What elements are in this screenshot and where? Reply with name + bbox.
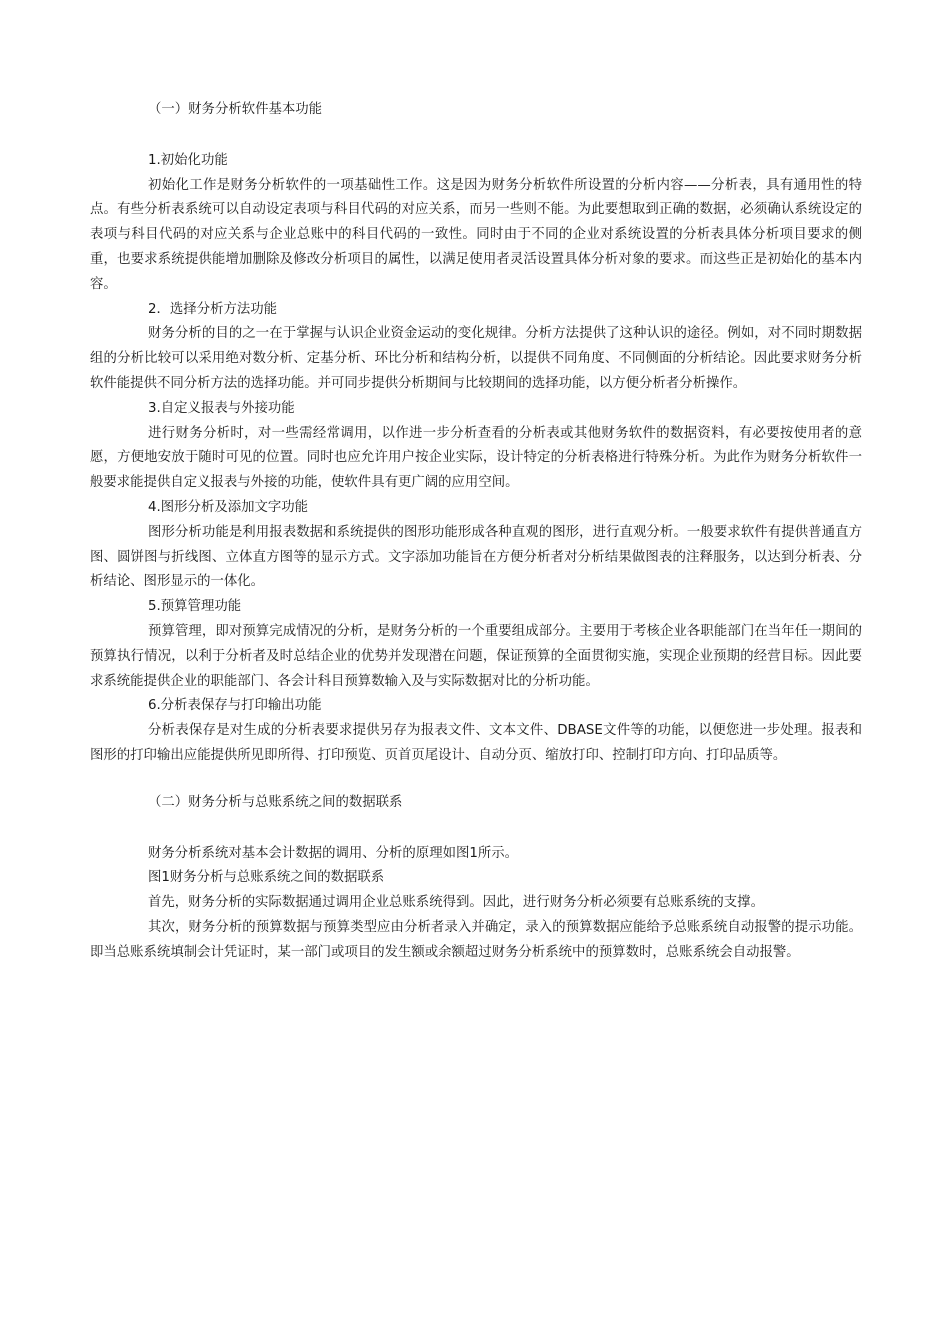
spacer [90, 816, 862, 842]
item-body-custom-report: 进行财务分析时，对一些需经常调用，以作进一步分析查看的分析表或其他财务软件的数据资料，有必要按使用者的意愿，方便地安放于随时可见的位置。同时也应允许用户按企业实际，设计特定的分析表格进行特殊分析。为此作为财务分析软件一般要求能提供自定义报表与外接的功能，使软件具有更广阔的应用空间。 [90, 425, 862, 491]
section2-paragraph-2: 其次，财务分析的预算数据与预算类型应由分析者录入并确定，录入的预算数据应能给予总账系统自动报警的提示功能。即当总账系统填制会计凭证时，某一部门或项目的发生额或余额超过财务分析系统中的预算数时，总账系统会自动报警。 [90, 919, 862, 960]
item-title-graphic-analysis: 4.图形分析及添加文字功能 [148, 499, 309, 515]
item-title-custom-report: 3.自定义报表与外接功能 [148, 400, 295, 416]
item-title-budget-management: 5.预算管理功能 [148, 599, 242, 615]
item-body-initialization: 初始化工作是财务分析软件的一项基础性工作。这是因为财务分析软件所设置的分析内容——分析表，具有通用性的特点。有些分析表系统可以自动设定表项与科目代码的对应关系，而另一些则不能。为此要想取到正确的数据，必须确认系统设定的表项与科目代码的对应关系与企业总账中的科目代码的一致性。同时由于不同的企业对系统设置的分析表具体分析项目要求的侧重，也要求系统提供能增加删除及修改分析项目的属性，以满足使用者灵活设置具体分析对象的要求。而这些正是初始化的基本内容。 [90, 177, 862, 292]
item-body-budget-management: 预算管理，即对预算完成情况的分析，是财务分析的一个重要组成部分。主要用于考核企业各职能部门在当年任一期间的预算执行情况，以利于分析者及时总结企业的优势并发现潜在问题，保证预算的全面贯彻实施，实现企业预期的经营目标。因此要求系统能提供企业的职能部门、各会计科目预算数输入及与实际数据对比的分析功能。 [90, 623, 862, 689]
section-heading-basic-functions: （一）财务分析软件基本功能 [148, 102, 323, 117]
section-heading-data-link: （二）财务分析与总账系统之间的数据联系 [148, 794, 403, 810]
item-body-graphic-analysis: 图形分析功能是利用报表数据和系统提供的图形功能形成各种直观的图形，进行直观分析。一般要求软件有提供普通直方图、圆饼图与折线图、立体直方图等的显示方式。文字添加功能旨在方便分析者对分析结果做图表的注释服务，以达到分析表、分析结论、图形显示的一体化。 [90, 524, 862, 590]
spacer [90, 123, 862, 149]
item-body-save-print: 分析表保存是对生成的分析表要求提供另存为报表文件、文本文件、DBASE文件等的功能，以便您进一步处理。报表和图形的打印输出应能提供所见即所得、打印预览、页首页尾设计、自动分页、缩放打印、控制打印方向、打印品质等。 [90, 723, 862, 763]
figure-caption: 图1财务分析与总账系统之间的数据联系 [148, 870, 385, 886]
item-title-analysis-method: 2．选择分析方法功能 [148, 301, 278, 317]
section2-paragraph-1: 首先，财务分析的实际数据通过调用企业总账系统得到。因此，进行财务分析必须要有总账系统的支撑。 [148, 895, 764, 911]
item-body-analysis-method: 财务分析的目的之一在于掌握与认识企业资金运动的变化规律。分析方法提供了这种认识的途径。例如，对不同时期数据组的分析比较可以采用绝对数分析、定基分析、环比分析和结构分析，以提供不同角度、不同侧面的分析结论。因此要求财务分析软件能提供不同分析方法的选择功能。并可同步提供分析期间与比较期间的选择功能，以方便分析者分析操作。 [90, 326, 862, 391]
item-title-save-print: 6.分析表保存与打印输出功能 [148, 698, 322, 714]
spacer [90, 769, 862, 791]
document-body [90, 98, 862, 966]
item-title-initialization: 1.初始化功能 [148, 152, 228, 168]
section2-intro: 财务分析系统对基本会计数据的调用、分析的原理如图1所示。 [148, 845, 519, 861]
